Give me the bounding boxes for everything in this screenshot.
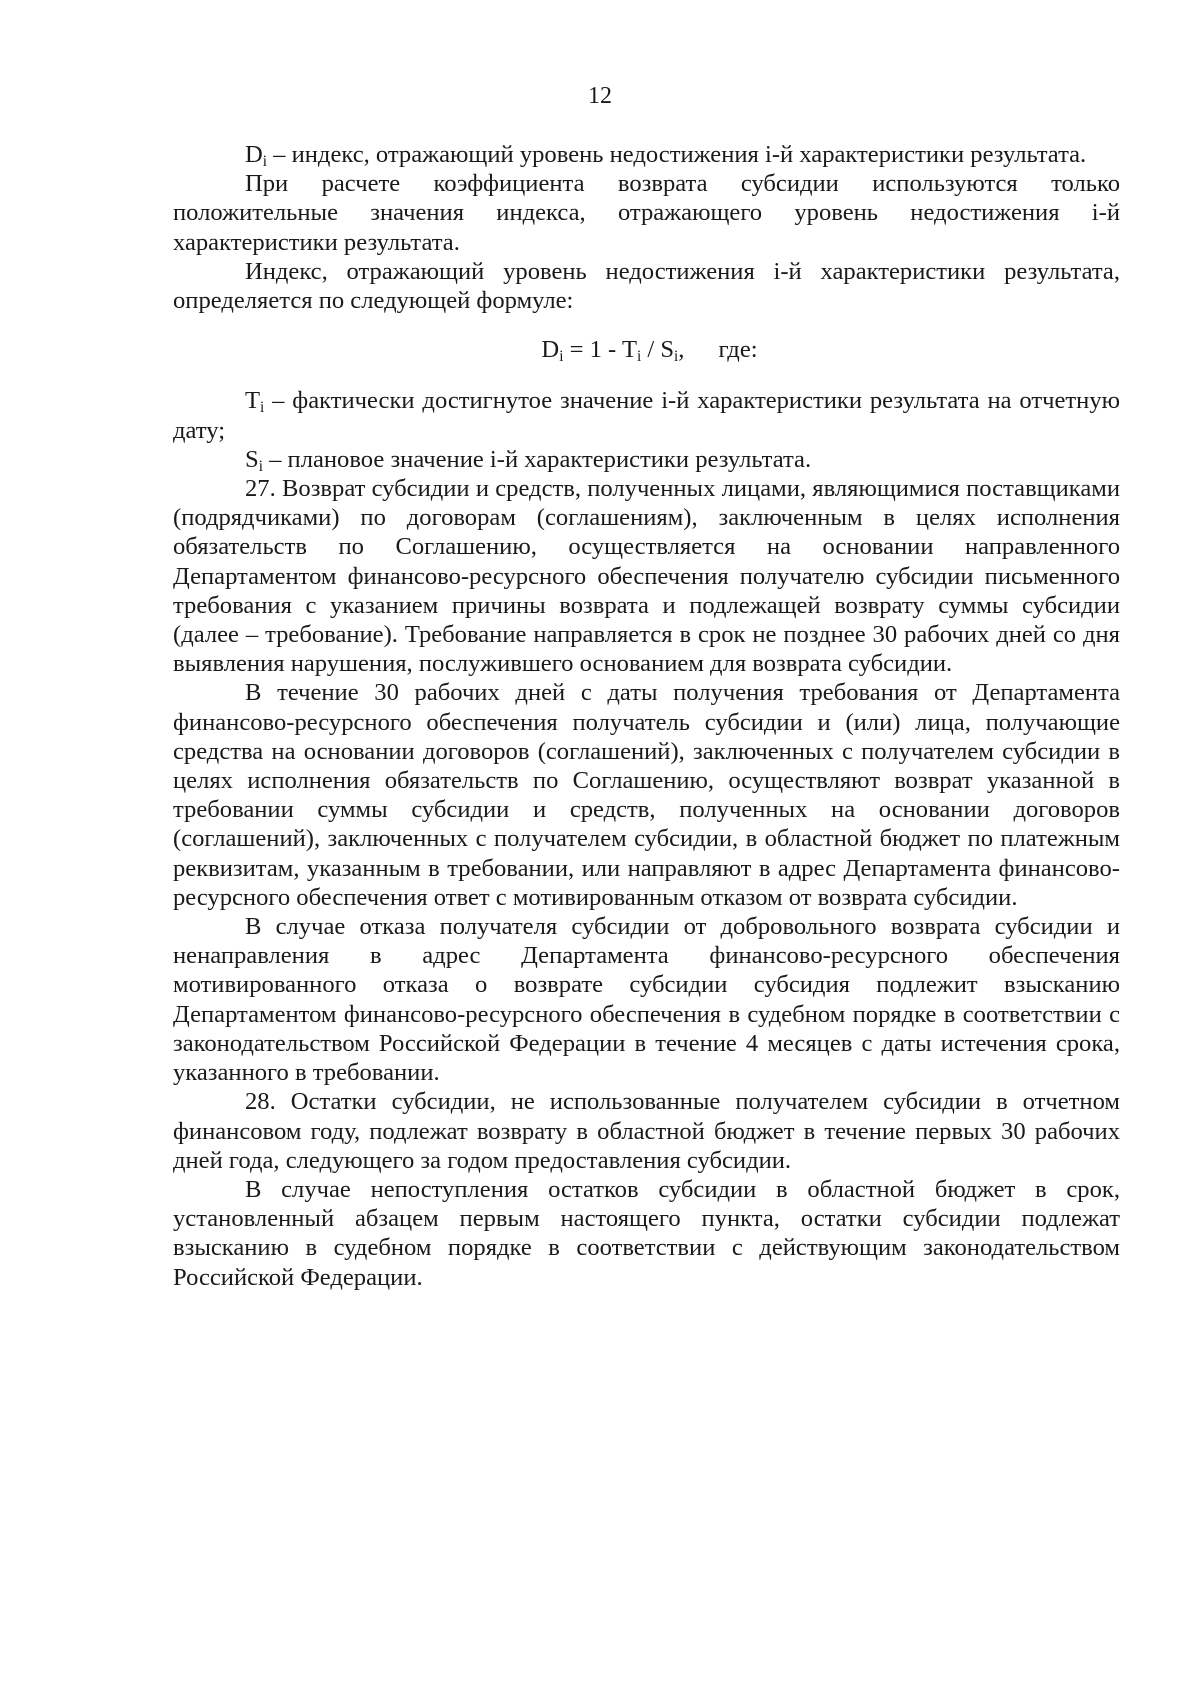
definition-text: – индекс, отражающий уровень недостижения i-й характеристики результата. [267, 141, 1087, 168]
page-number: 12 [588, 83, 612, 109]
definition-d-i [173, 140, 1120, 169]
paragraph-positive-values: При расчете коэффициента возврата субсидии используются только положительные значения индекса, отражающего уровень недостижения i-й характеристики результата. [173, 170, 1120, 256]
definition-t-i [173, 386, 1120, 444]
formula-tail: , [678, 336, 685, 364]
subscript-i: i [260, 399, 265, 417]
paragraph-30-days-return: В течение 30 рабочих дней с даты получения требования от Департамента финансово-ресурсного обеспечения получатель субсидии и (или) лица, получающие средства на основании договоров (соглашений), заключенных с получателем субсидии в целях исполнения обязательств по Соглашению, осуществляют возврат указанной в требовании суммы субсидии и средств, полученных на основании договоров (соглашений), заключенных с получателем субсидии, в областной бюджет по платежным реквизитам, указанным в требовании, или направляют в адрес Департамента финансово-ресурсного обеспечения ответ с мотивированным отказом от возврата субсидии. [173, 679, 1120, 911]
document-body [173, 140, 1120, 1292]
formula-lhs: D [541, 336, 560, 364]
definition-text: – плановое значение i-й характеристики результата. [262, 445, 812, 473]
paragraph-index-formula-intro: Индекс, отражающий уровень недостижения i-й характеристики результата, определяется по следующей формуле: [173, 257, 1120, 315]
formula-sub-2: i [674, 348, 679, 366]
formula-where: где: [718, 336, 758, 364]
symbol-d: D [245, 141, 263, 168]
subscript-i: i [262, 152, 268, 170]
paragraph-non-receipt: В случае непоступления остатков субсидии в областной бюджет в срок, установленный абзацем первым настоящего пункта, остатки субсидии подлежат взысканию в судебном порядке в соответствии с действующим законодательством Российской Федерации. [173, 1175, 1120, 1291]
definition-text: – фактически достигнутое значение i-й характеристики результата на отчетную дату; [173, 387, 1120, 444]
paragraph-28: 28. Остатки субсидии, не использованные получателем субсидии в отчетном финансовом году, подлежат возврату в областной бюджет в течение первых 30 рабочих дней года, следующего за годом предоставления субсидии. [173, 1088, 1120, 1174]
definition-s-i [173, 445, 1120, 474]
formula-part-1: = 1 - T [563, 336, 637, 364]
subscript-i: i [258, 457, 263, 475]
symbol-s: S [245, 445, 259, 473]
paragraph-refusal: В случае отказа получателя субсидии от добровольного возврата субсидии и ненаправления в адрес Департамента финансово-ресурсного обеспечения мотивированного отказа о возврате субсидии субсидия подлежит взысканию Департаментом финансово-ресурсного обеспечения в судебном порядке в соответствии с законодательством Российской Федерации в течение 4 месяцев с даты истечения срока, указанного в требовании. [173, 913, 1120, 1087]
formula-lhs-sub: i [559, 348, 564, 366]
symbol-t: T [245, 387, 261, 415]
paragraph-27: 27. Возврат субсидии и средств, полученных лицами, являющимися поставщиками (подрядчиками) по договорам (соглашениям), заключенным в целях исполнения обязательств по Соглашению, осуществляется на основании направленного Департаментом финансово-ресурсного обеспечения получателю субсидии письменного требования с указанием причины возврата и подлежащей возврату суммы субсидии (далее – требование). Требование направляется в срок не позднее 30 рабочих дней со дня выявления нарушения, послужившего основанием для возврата субсидии. [173, 475, 1120, 678]
formula-part-2: / S [641, 336, 675, 364]
formula-sub-1: i [636, 348, 642, 366]
formula [173, 335, 1120, 364]
